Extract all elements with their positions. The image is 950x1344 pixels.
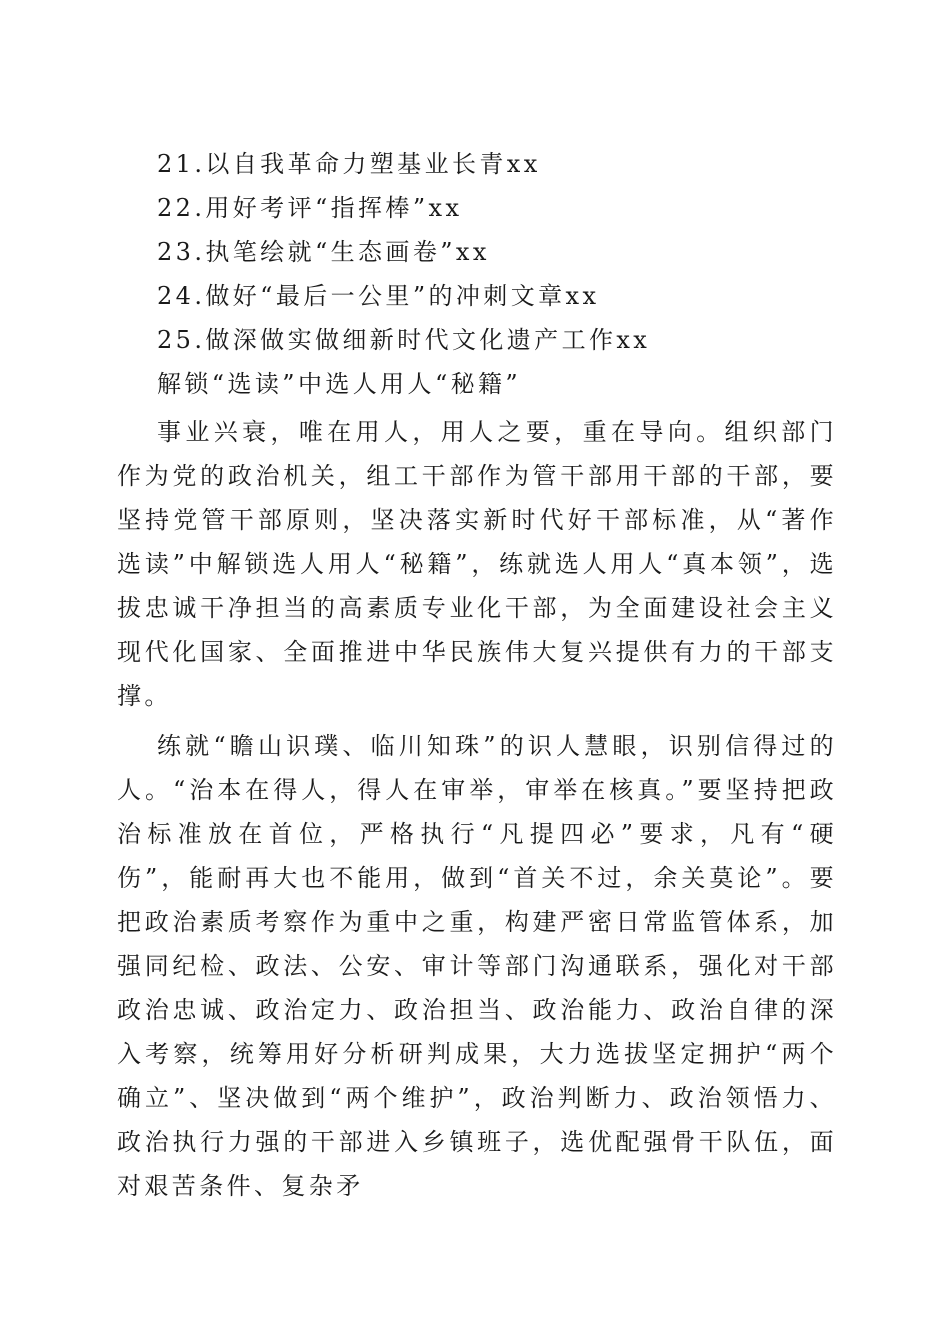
list-item: 24.做好“最后一公里”的冲刺文章xx (157, 282, 600, 310)
list-item: 21.以自我革命力塑基业长青xx (157, 150, 541, 178)
paragraph: 练就“瞻山识璞、临川知珠”的识人慧眼，识别信得过的人。“治本在得人，得人在审举，审举在核真。”要坚持把政治标准放在首位，严格执行“凡提四必”要求，凡有“硬伤”，能耐再大也不能用，做到“首关不过，余关莫论”。要把政治素质考察作为重中之重，构建严密日常监管体系，加强同纪检、政法、公安、审计等部门沟通联系，强化对干部政治忠诚、政治定力、政治担当、政治能力、政治自律的深入考察，统筹用好分析研判成果，大力选拔坚定拥护“两个确立”、坚决做到“两个维护”，政治判断力、政治领悟力、政治执行力强的干部进入乡镇班子，选优配强骨干队伍，面对艰苦条件、复杂矛 (117, 732, 837, 1200)
list-item: 23.执笔绘就“生态画卷”xx (157, 238, 490, 266)
paragraph: 事业兴衰，唯在用人，用人之要，重在导向。组织部门作为党的政治机关，组工干部作为管干部用干部的干部，要坚持党管干部原则，坚决落实新时代好干部标准，从“著作选读”中解锁选人用人“秘籍”，练就选人用人“真本领”，选拔忠诚干净担当的高素质专业化干部，为全面建设社会主义现代化国家、全面推进中华民族伟大复兴提供有力的干部支撑。 (117, 418, 837, 710)
document-body (117, 142, 837, 1208)
list-item: 25.做深做实做细新时代文化遗产工作xx (157, 326, 651, 354)
section-title: 解锁“选读”中选人用人“秘籍” (157, 370, 522, 398)
list-item: 22.用好考评“指挥棒”xx (157, 194, 463, 222)
